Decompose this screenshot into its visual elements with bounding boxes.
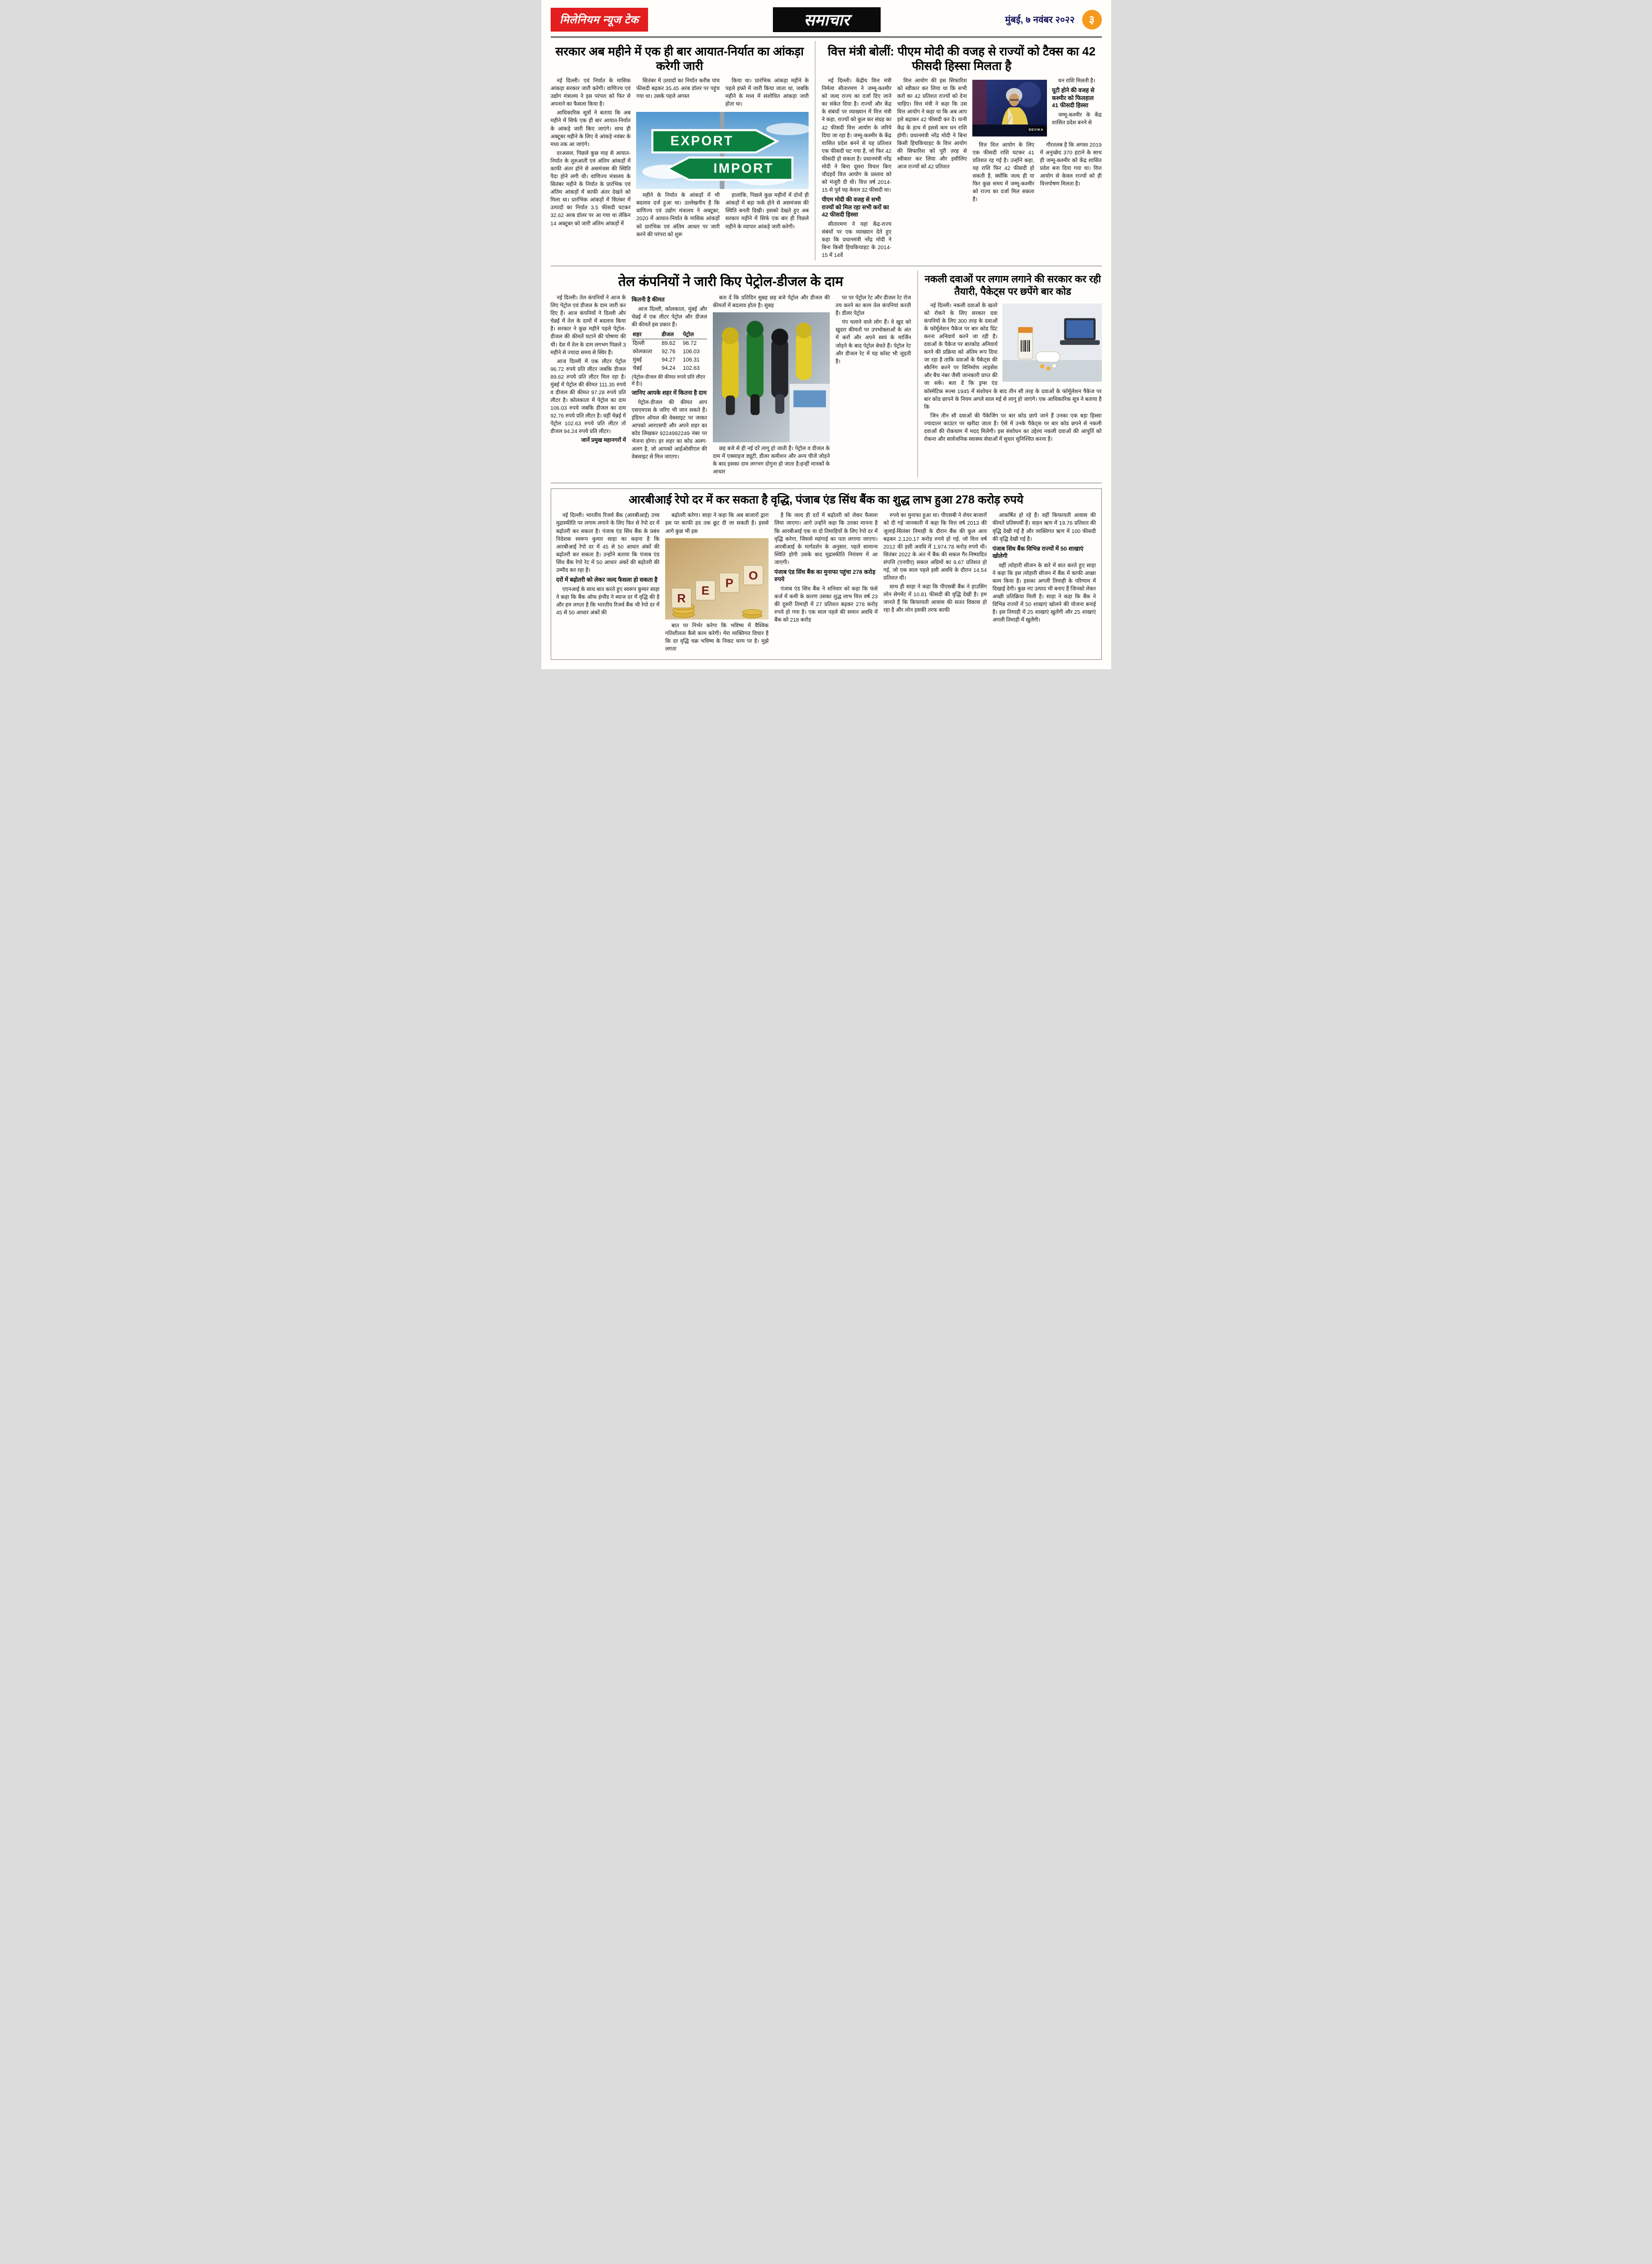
repo-block-p [720,573,739,593]
paragraph: आधिकारिक सूत्रों ने बताया कि अब महीने में सिर्फ एक ही बार आयात-निर्यात के आंकड़े जारी किए जाएंगे। साथ ही अक्टूबर महीने के लिए ये आंकड़े नवंबर के मध्य तक आ जाएंगे। [550,110,631,148]
article-finance-minister [822,41,1101,261]
article-headline: सरकार अब महीने में एक ही बार आयात-निर्यात का आंकड़ा करेगी जारी [555,45,804,73]
import-label: IMPORT [713,161,774,176]
paragraph: एएनआई के साथ बात करते हुए स्वरूप कुमार साहा ने कहा कि बैंक ऑफ इंग्लैंड ने ब्याज दर में वृद्धि की है और हम लगता है कि भारतीय रिजर्व बैंक भी रेपो दर में 45 से 50 आधार अंकों की [556,586,660,616]
medicine-body [924,302,1102,443]
city-cell: मुंबई [633,356,642,363]
article-medicine-barcode [924,270,1102,477]
body-column [556,512,660,654]
medicine-bottles-image [1002,304,1102,382]
desk-surface [1002,360,1102,382]
repo-blocks-image [665,538,769,620]
paragraph: रुपये का मुनाफा हुआ था। पीएसबी ने शेयर बाजारों को दी गई जानकारी में कहा कि वित्त वर्ष 2013 की जुलाई-सितंबर तिमाही के दौरान बैंक की कुल आय बढ़कर 2,120.17 करोड़ रुपये हो गई, जो वित्त वर्ष 2012 की इसी अवधि में 1,974.78 करोड़ रुपये थी। सितंबर 2022 के अंत में बैंक की सकल गैर-निष्पादित संपत्ति (एनपीए) सकल अग्रिमों का 9.67 प्रतिशत हो गई, जो एक साल पहले इसी अवधि के दौरान 14.54 प्रतिशत थी। [883,513,987,581]
repo-block-e [696,581,715,600]
svg-text:O: O [749,568,758,582]
diesel-price-cell: 89.62 [662,340,676,347]
body-column [836,294,911,477]
export-import-image [636,112,809,189]
article-fuel-prices [551,270,911,477]
paragraph: वहीं त्योहारी सीजन के बारे में बात करते हुए साहा ने कहा कि इस त्योहारी सीजन में बैंक में काफी अच्छा काम किया है। इसका अगली तिमाही के परिणाम में दिखाई देगी। कुछ नए उत्पाद भी बनाए हैं जिनको लेकर अच्छी प्रतिक्रिया मिली है। साहा ने कहा कि बैंक ने विभिन्न राज्यों में 50 शाखाएं खोलने की योजना बनाई है। इस तिमाही में 25 शाखाएं खुलेंगी और 25 शाखाएं अगली तिमाही में खुलेंगी। [992,563,1096,624]
svg-text:DEVIKA: DEVIKA [1029,128,1044,132]
paragraph: किया था। प्रारंभिक आंकड़ा महीने के पहले हफ्ते में जारी किया जाता था, जबकि महीने के मध्य में संशोधित आंकड़ा जारी होता था। [725,78,809,108]
table-note: (पेट्रोल-डीजल की कीमत रुपये प्रति लीटर में है।) [631,374,706,387]
paragraph: महीने के निर्यात के आंकड़ों में भी बदलाव दर्ज हुआ था। उल्लेखनीय है कि वाणिज्य एवं उद्योग मंत्रालय ने अक्टूबर, 2020 में आयात-निर्यात के मासिक आंकड़ों को प्रारंभिक एवं अंतिम आधार पर जारी करने की परंपरा को शुरू [636,193,720,238]
repo-block-r [672,588,692,608]
sub-headline: जानिए आपके शहर में कितना है दाम [631,390,707,397]
paragraph: आकर्षित हो रहे हैं। वहीं किफायती आवास की कीमतें प्रतिस्पर्धी हैं। वाहन ऋण में 19.76 प्रतिशत की वृद्धि देखी गई है और व्यक्तिगत ऋण में 100 फीसदी की वृद्धि देखी गई है। [992,513,1096,542]
paragraph: पेट्रोल-डीजल की कीमत आप एसएमएस के जरिए भी जान सकते हैं। इंडियन ऑयल की वेबसाइट पर जाकर आपको आरएसपी और अपने शहर का कोड लिखकर 9224992249 नंबर पर भेजना होगा। हर शहर का कोड अलग-अलग है, जो आपको आईओसीएल की वेबसाइट से मिल जाएगा। [631,399,707,460]
arrow-sign-export [653,131,778,153]
sub-headline: यूटी होने की वजह से कश्मीर को फिलहाल 41 फीसदी हिस्सा [1052,88,1095,109]
repo-block-o [743,565,763,585]
diesel-price-cell: 94.27 [662,356,676,363]
middle-section [551,266,1102,483]
newspaper-page [541,0,1111,669]
petrol-price-cell: 106.31 [683,356,700,363]
top-section [551,38,1102,266]
devika-watermark [1027,127,1046,133]
trade-right-region [636,77,809,240]
paragraph: है कि जल्द ही दरों में बढ़ोतरी को लेकर फैसला लिया जाएगा। आगे उन्होंने कहा कि उनका मानना है कि आरबीआई एक या दो तिमाहियों के लिए रेपो दर में वृद्धि करेगा, जिससे महंगाई का पता लगाया जाएगा। आरबीआई के मार्गदर्शन के अनुसार, पहले सामान्य स्थिति होगी उसके बाद मुद्रास्फीति नियंत्रण में आ जाएगी। [774,513,878,566]
body-column [883,512,987,654]
body-column [897,77,967,261]
lead-in-line: जानें प्रमुख महानगरों में [581,437,626,444]
sub-headline: पीएम मोदी की वजह से सभी राज्यों को मिल रहा सभी करों का 42 फीसदी हिस्सा [822,197,889,219]
paragraph: छह बजे से ही नई दरें लागू हो जाती हैं। पेट्रोल व डीजल के दाम में एक्साइज ड्यूटी, डीलर कमीशन और अन्य चीजें जोड़ने के बाद इसका दाम लगभग दोगुना हो जाता है।इन्हीं मानकों के आधार [712,446,830,475]
paragraph: पर पर पेट्रोल रेट और डीजल रेट रोज तय करने का काम तेल कंपनियां करती हैं। डीलर पेट्रोल [835,295,911,317]
city-cell: दिल्ली [633,340,645,347]
paragraph: पंजाब एंड सिंध बैंक ने शनिवार को कहा कि फंसे कर्ज में कमी के कारण उसका शुद्ध लाभ वित्त वर्ष 23 की दूसरी तिमाही में 27 प्रतिशत बढ़कर 278 करोड़ रुपये हो गया है। एक साल पहले की समान अवधि में बैंक को 218 करोड़ [774,586,878,624]
finance-minister-photo-graphic [972,80,1047,136]
arrow-sign-import [668,158,793,180]
paragraph: बता दें कि प्रतिदिन सुबह छह बजे पेट्रोल और डीजल की कीमतों में बदलाव होता है। सुबह [712,295,830,309]
paragraph: साथ ही साहा ने कहा कि पीएसबी बैंक ने हाउसिंग लोन सेगमेंट में 10.81 फीसदी की वृद्धि देखी है। हम जानते हैं कि किफायती आवास की सतत विकास हो रहा है और लोन इसकी तरफ काफी [883,584,987,614]
paragraph: आज दिल्ली, कोलकाता, मुंबई और चेन्नई में एक लीटर पेट्रोल और डीजल की कीमतें इस प्रकार हैं। [631,306,707,328]
article-headline: तेल कंपनियों ने जारी किए पेट्रोल-डीजल के दाम [618,273,843,290]
table-row [631,348,707,356]
table-header-row [631,330,707,339]
body-column [551,294,626,477]
city-cell: कोलकाता [633,348,652,355]
microphone-icon [1011,114,1013,117]
paragraph: दरअसल, पिछले कुछ माह से आयात-निर्यात के शुरुआती एवं अंतिम आंकड़ों में काफी अंतर होने से असमंजस की स्थिति पैदा होने लगी थी। वाणिज्य मंत्रालय के सितंबर महीने के निर्यात के प्रारंभिक एवं अंतिम आंकड़ों में काफी अंतर देखने को मिला था। प्रारंभिक आंकड़ों में सितंबर में उत्पादों का निर्यात 3.5 फीसदी घटकर 32.62 अरब डॉलर पर आ गया था लेकिन 14 अक्टूबर को जारी अंतिम आंकड़ों में [550,150,631,227]
body-column [822,77,892,261]
body-column [551,77,631,240]
table-header-city: शहर [631,330,660,339]
paragraph: बात पर निर्भर करेगा कि भविष्य में वैश्विक गतिशीलता कैसे काम करेगी। मेरा व्यक्तिगत विचार है कि दर वृद्धि चक्र भविष्य के निकट चरम पर है। मुझे लगता [665,623,769,653]
export-label: EXPORT [670,134,734,149]
paragraph: नई दिल्ली। तेल कंपनियों ने आज के लिए पेट्रोल एवं डीजल के दाम जारी कर दिए हैं। आज कंपनियों ने दिल्ली और चेन्नई में तेल के दामों में बदलाव किया है। सरकार ने कुछ महीने पहले पेट्रोल-डीजल की कीमतें घटाने की घोषणा की थी। देश में तेल के दाम लगभग पिछले 3 महीने से ज्यादा समय से स्थिर हैं। [550,295,626,356]
photo-column [713,294,830,477]
fuel-price-table [631,330,707,372]
table-row [631,339,707,348]
sub-headline: पंजाब एंड सिंध बैंक का मुनाफा पहुंचा 278 करोड़ रुपये [774,569,875,583]
article-headline: आरबीआई रेपो दर में कर सकता है वृद्धि, पंजाब एंड सिंध बैंक का शुद्ध लाभ हुआ 278 करोड़ रुपये [628,493,1024,506]
diesel-price-cell: 92.76 [662,348,676,355]
masthead-title: समाचार [773,7,881,32]
photo-column [665,512,769,654]
pill-bottle-icon [1018,327,1032,359]
export-import-sign-graphic [636,112,809,189]
table-header-petrol: पेट्रोल [682,330,707,339]
paragraph: वित्त वित्त आयोग के लिए एक फीसदी राशि घटकर 41 प्रतिशत रह गई है। उन्होंने कहा, यह राशि फिर 42 फीसदी हो सकती है, क्योंकि जल्द ही या फिर कुछ समय में जम्मू-कश्मीर को राज्य का दर्जा मिल सकता है। [972,142,1035,203]
finance-right-region [972,77,1101,261]
article-rbi-repo [551,488,1102,660]
paragraph: नई दिल्ली। एवं निर्यात के मासिक आंकड़ा सरकार जारी करेगी। वाणिज्य एवं उद्योग मंत्रालय ने इस परंपरा को फिर से अपनाने का फैसला किया है। [550,78,631,108]
paragraph: नई दिल्ली। नकली दवाओं के खतरे को रोकने के लिए सरकार दवा कंपनियों के लिए 300 तरह के दवाओं के फॉर्मूलेशन पैकेज पर बार कोड प्रिंट करना अनिवार्य करने जा रही है। दवाओं के पैकेज पर बारकोड अनिवार्य करने की प्रक्रिया को अंतिम रूप दिया जा रहा है ताकि दवाओं के पैकेट्स की स्कैनिंग करने पर विनिर्माण लाइसेंस और बैच नंबर जैसी जानकारी प्राप्त की जा सके। बता दें कि ड्रग्स एंड कॉस्मेटिक रूल्स 1945 में संशोधन के बाद तीन सौ तरह के दवाओं के फॉर्मूलेशन पैकेज पर बार कोड छापने के नियम अगले साल मई से लागू हो जाएंगे। एक आधिकारिक सूत्र ने बताया है कि [924,302,1102,410]
brand-badge: मिलेनियम न्यूज टेक [551,8,648,32]
city-cell: चेन्नई [633,365,642,371]
petrol-price-cell: 106.03 [683,348,700,355]
petrol-price-cell: 96.72 [683,340,697,347]
masthead-title-wrap [655,7,998,32]
sub-headline: पंजाब सिंध बैंक विभिन्न राज्यों में 50 शाखाएं खोलेगी [992,545,1084,560]
finance-minister-photo [972,80,1047,136]
paragraph: नई दिल्ली। भारतीय रिजर्व बैंक (आरबीआई) उच्च मुद्रास्फीति पर लगाम लगाने के लिए फिर से रेपो दर में बढ़ोतरी कर सकता है। पंजाब एंड सिंध बैंक के प्रबंध निदेशक स्वरूप कुमार साहा का कहना है कि आरबीआई रेपो दर में 45 से 50 आधार अंकों की बढ़ोतरी कर सकता है। उन्होंने बताया कि पंजाब एंड सिंध बैंक रेपो रेट में 50 आधार अंकों की बढ़ोतरी की उम्मीद कर रहा है। [556,513,660,573]
masthead [551,5,1102,38]
table-row [631,364,707,372]
petrol-price-cell: 102.63 [683,365,700,371]
svg-text:P: P [725,576,734,590]
body-column [1052,77,1102,139]
fuel-nozzle-yellow-2 [796,323,812,380]
paragraph: सितंबर में उत्पादों का निर्यात करीब पांच फीसदी बढ़कर 35.45 अरब डॉलर पर पहुंच गया था। उसके पहले अगस्त [636,78,720,100]
medicine-bottles-graphic [1002,304,1102,382]
paragraph: जिन तीन सौ दवाओं की पैकेजिंग पर बार कोड छापे जाने हैं उनका एक बड़ा हिस्सा ज्यादातर काउंटर पर खरीदा जाता है। ऐसे में उनके पैकेट्स पर बार कोड छपने से नकली दवाओं की रोकथाम में मदद मिलेगी। इस संशोधन का उद्देश्य नकली दवाओं की आपूर्ति को रोकना और सार्वजनिक स्वास्थ्य सेवाओं में सुधार सुनिश्चित करना है। [924,413,1102,443]
article-headline: नकली दवाओं पर लगाम लगाने की सरकार कर रही तैयारी, पैकेट्स पर छपेंगे बार कोड [924,274,1101,297]
table-row [631,356,707,364]
paragraph: वित्त आयोग की इस सिफारिश को स्वीकार कर लिया था कि सभी करों का 42 प्रतिशत राज्यों को देना चाहिए। वित्त मंत्री ने कहा कि उस वित्त आयोग ने कहा था कि अब आप इसे बढ़ाकर 42 फीसदी कर दें। यानी केंद्र के हाथ में इससे कम धन राशि होगी। प्रधानमंत्री नरेंद्र मोदी ने बिना किसी हिचकिचाहट के वित्त आयोग की सिफारिश को पूरी तरह से स्वीकार कर लिया और इसीलिए आज राज्यों को 42 प्रतिशत [897,78,967,170]
paragraph: बढ़ोतरी करेगा। साहा ने कहा कि अब बाजारों द्वारा इस पर काफी हद तक छूट दी जा सकती है। इससे आगे कुछ भी इस [665,513,769,535]
paragraph: जम्मू-कश्मीर के केंद्र शासित प्रदेश बनने से [1052,112,1102,126]
paragraph: हालांकि, पिछले कुछ महीनों में दोनों ही आंकड़ों में बड़ा फर्क होने से असमंजस की स्थिति बनती दिखी। इसको देखते हुए अब सरकार महीने में सिर्फ एक बार ही पिछले महीने के व्यापार आंकड़े जारी करेगी। [725,193,809,230]
diesel-price-cell: 94.24 [662,365,676,371]
laptop-icon [1060,318,1100,345]
body-column [993,512,1096,654]
paragraph: सीतारमण ने यहां केंद्र-राज्य संबंधों पर एक व्याख्यान देते हुए कहा कि प्रधानमंत्री नरेंद्र मोदी ने बिना किसी हिचकिचाहट के 2014-15 में 14वें [822,221,892,259]
repo-blocks-graphic [665,538,769,620]
dateline: मुंबई, ७ नवंबर २०२२ [1005,15,1075,25]
body-column [774,512,878,654]
page-number-badge: ३ [1082,10,1102,30]
svg-text:R: R [677,591,686,605]
paragraph: गौरतलब है कि अगस्त 2019 में अनुच्छेद 370 हटाने के साथ ही जम्मू-कश्मीर को केंद्र शासित प्रदेश बना दिया गया था। वित्त आयोग से केवल राज्यों को ही वित्तपोषण मिलता है। [1040,142,1102,187]
paragraph: धन राशि मिलती है। [1058,78,1096,84]
paragraph: नई दिल्ली। केंद्रीय वित्त मंत्री निर्मला सीतारमण ने जम्मू-कश्मीर को जल्द राज्य का दर्जा दिए जाने का संकेत दिया है। राज्यों और केंद्र के संबंधों पर व्याख्यान में वित्त मंत्री ने कहा, राज्यों को कुल कर संग्रह का 42 फीसदी वित्त आयोग के जरिये दिया जा रहा है। जम्मू-कश्मीर के केंद्र शासित प्रदेश बनने से यह प्रतिशत एक फीसदी घट गया है, जो फिर 42 फीसदी हो सकता है। प्रधानमंत्री नरेंद्र मोदी ने बिना दूसरा विचार किए चौदहवें वित्त आयोग के प्रस्ताव को को मंजूरी दी थी। वित्त वर्ष 2014-15 से पूर्व यह केवल 32 फीसदी था। [822,78,892,194]
petrol-pumps-image [713,312,830,442]
petrol-pumps-graphic [713,312,830,442]
price-column [631,294,707,477]
svg-text:E: E [701,583,710,597]
sub-headline: दरों में बढ़ोतरी को लेकर जल्द फैसला हो सकता है [556,576,658,583]
sub-headline: कितनी है कीमत [631,297,665,304]
article-headline: वित्त मंत्री बोलीं: पीएम मोदी की वजह से राज्यों को टैक्स का 42 फीसदी हिस्सा मिलता है [827,45,1096,73]
article-trade-data [551,41,809,261]
paragraph: आज दिल्ली में एक लीटर पेट्रोल 96.72 रुपये प्रति लीटर जबकि डीजल 89.62 रुपये प्रति लीटर मिल रहा है। मुंबई में पेट्रोल की कीमत 111.35 रुपये व डीजल की कीमत 97.28 रुपये प्रति लीटर है। कोलकाता में पेट्रोल का दाम 106.03 रुपये जबकि डीजल का दाम 92.76 रुपये प्रति लीटर है। वहीं चेन्नई में पेट्रोल 102.63 रुपये प्रति लीटर तो डीजल 94.24 रुपये प्रति लीटर। [550,358,626,435]
paragraph: पंप चलाने वाले लोग हैं। वे खुद को खुदरा कीमतों पर उपभोक्ताओं के अंत में करों और अपने स्वयं के मार्जिन जोड़ने के बाद पेट्रोल बेचते हैं। पेट्रोल रेट और डीजल रेट में यह कॉस्ट भी जुड़ती है। [835,320,911,365]
column-divider [917,270,918,477]
table-header-diesel: डीजल [660,330,682,339]
